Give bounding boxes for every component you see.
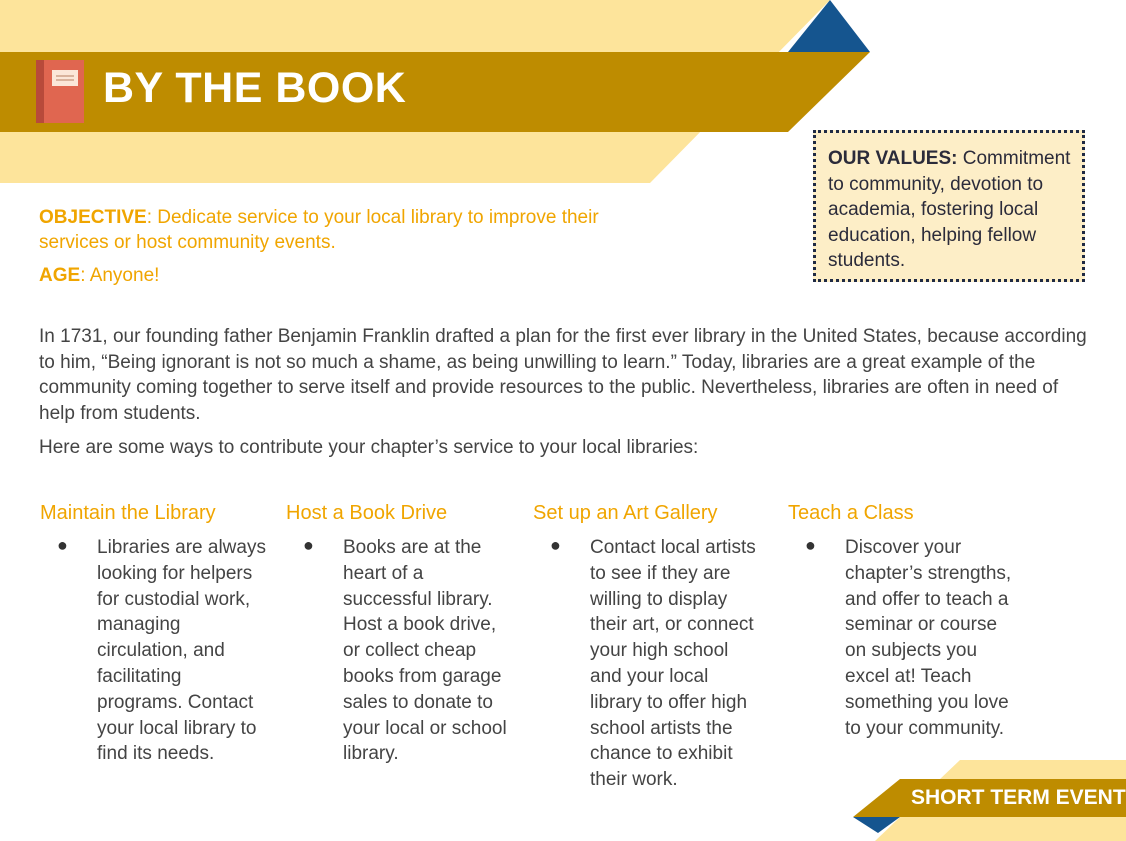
- age: [39, 265, 159, 287]
- objective-label: OBJECTIVE: [39, 207, 147, 228]
- list-item: [286, 535, 516, 767]
- column-heading: Maintain the Library: [40, 502, 216, 524]
- column-book-drive: [286, 502, 516, 767]
- column-maintain-library: [40, 502, 270, 767]
- list-item-text: Contact local artists to see if they are willing to display their art, or connect your high school and your local library to offer high school artists the chance to exhibit their work.: [590, 537, 756, 791]
- age-label: AGE: [39, 265, 81, 286]
- intro-paragraph: In 1731, our founding father Benjamin Franklin drafted a plan for the first ever library in the United States, because according to him, “Being ignorant is not so much a shame, as being unwilling to learn.” Today, libraries are a great example of the community coming together to serve itself and provide resources to the public. Nevertheless, libraries are often in need of help from students.: [39, 326, 1087, 424]
- bullet-icon: ●: [805, 535, 816, 555]
- column-teach-class: [788, 502, 1018, 741]
- list-item-text: Libraries are always looking for helpers for custodial work, managing circulation, and facilitating programs. Contact your local library to find its needs.: [97, 537, 266, 765]
- ways-intro: Here are some ways to contribute your chapter’s service to your local libraries:: [39, 437, 699, 458]
- bullet-icon: ●: [303, 535, 314, 555]
- book-icon: [36, 60, 86, 129]
- bullet-icon: ●: [57, 535, 68, 555]
- list-item: [788, 535, 1018, 741]
- list-item-text: Discover your chapter’s strengths, and offer to teach a seminar or course on subjects you excel at! Teach something you love to your community.: [845, 537, 1012, 739]
- values-text: Commitment to community, devotion to academia, fostering local education, helping fellow students.: [828, 148, 1071, 271]
- bullet-icon: ●: [550, 535, 561, 555]
- values-box: [813, 130, 1085, 282]
- page-title: BY THE BOOK: [103, 64, 407, 112]
- event-type-tag: SHORT TERM EVENT: [911, 786, 1126, 809]
- age-text: : Anyone!: [80, 265, 160, 286]
- column-art-gallery: [533, 502, 763, 793]
- list-item: [533, 535, 763, 793]
- values-label: OUR VALUES:: [828, 148, 958, 169]
- list-item: [40, 535, 270, 767]
- list-item-text: Books are at the heart of a successful library. Host a book drive, or collect cheap books from garage sales to donate to your local or school library.: [343, 537, 507, 765]
- objective-text: : Dedicate service to your local library to improve their services or host community events.: [39, 207, 599, 253]
- column-heading: Teach a Class: [788, 502, 914, 524]
- column-heading: Host a Book Drive: [286, 502, 448, 524]
- column-heading: Set up an Art Gallery: [533, 502, 718, 524]
- objective: [39, 205, 639, 255]
